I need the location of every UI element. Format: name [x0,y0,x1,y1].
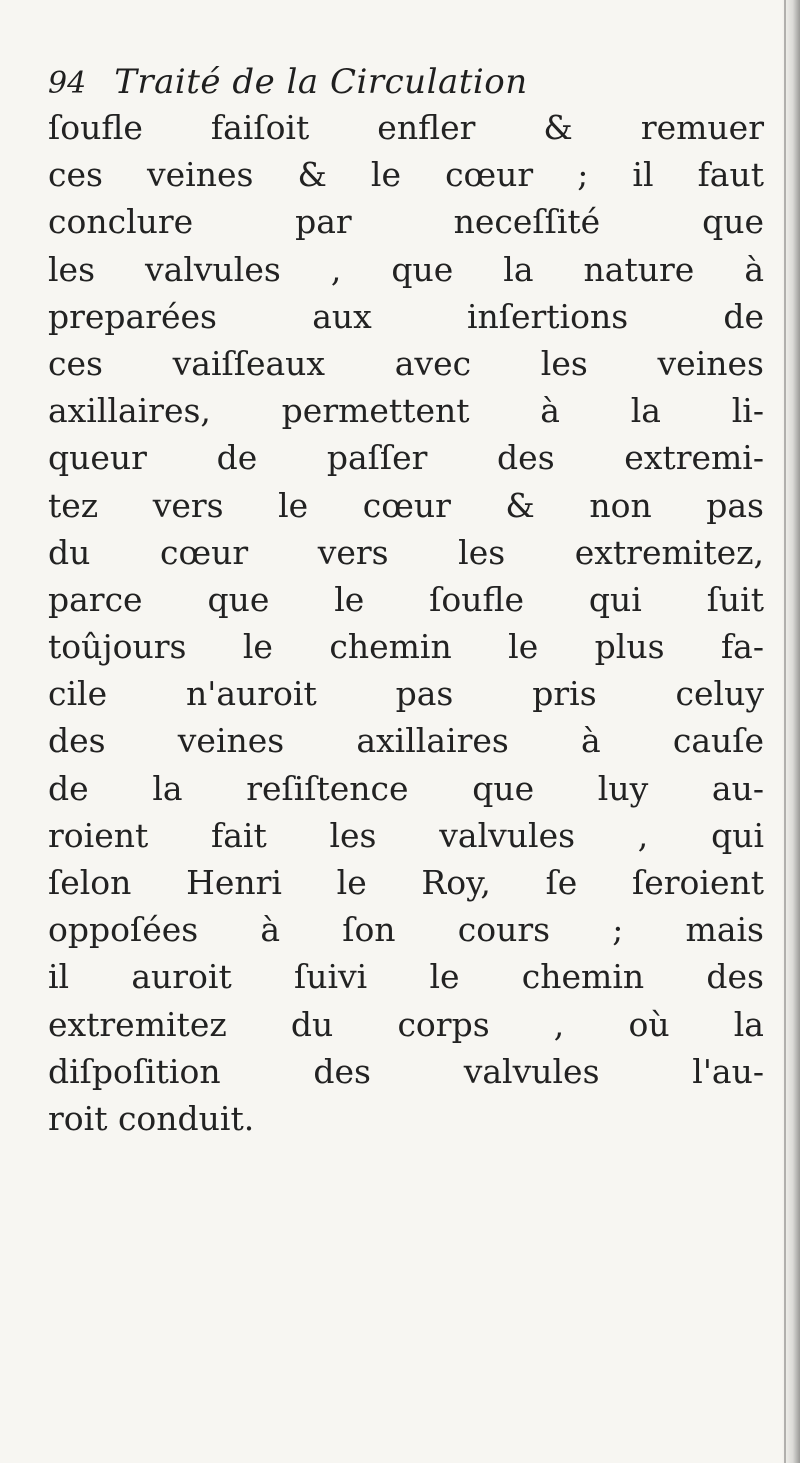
page-edge-line [784,0,786,1463]
body-text [48,104,764,1142]
page-number: 94 [48,66,87,101]
text-line: oppoſées à ſon cours ; mais [48,910,764,950]
text-line: extremitez du corps , où la [48,1004,764,1044]
text-line: des veines axillaires à cauſe [48,721,764,761]
text-line: queur de paſſer des extremi- [48,438,764,478]
text-line: de la reſiſtence que luy au- [48,768,764,808]
text-line: ſelon Henri le Roy, ſe ſeroient [48,863,764,902]
text-line: preparées aux inſertions de [48,296,764,336]
text-line: parce que le ſoufle qui ſuit [48,579,764,619]
page-header [48,62,528,102]
text-line: du cœur vers les extremitez, [48,532,764,572]
text-line: cile n'auroit pas pris celuy [48,674,764,714]
text-line: ces veines & le cœur ; il faut [48,155,764,195]
text-line: roient fait les valvules , qui [48,815,764,855]
text-line: les valvules , que la nature à [48,249,764,289]
text-line: roit conduit. [48,1098,255,1138]
text-line: ces vaiſſeaux avec les veines [48,343,764,383]
text-line: il auroit ſuivi le chemin des [48,957,764,997]
text-line: conclure par neceſſité que [48,202,764,242]
text-line: diſpoſition des valvules l'au- [48,1051,764,1091]
running-title: Traité de la Circulation [114,62,528,102]
text-line: axillaires, permettent à la li- [48,391,764,431]
text-line: toûjours le chemin le plus fa- [48,627,764,667]
text-line: tez vers le cœur & non pas [48,485,764,525]
text-line: ſoufle faiſoit enfler & remuer [48,108,764,147]
